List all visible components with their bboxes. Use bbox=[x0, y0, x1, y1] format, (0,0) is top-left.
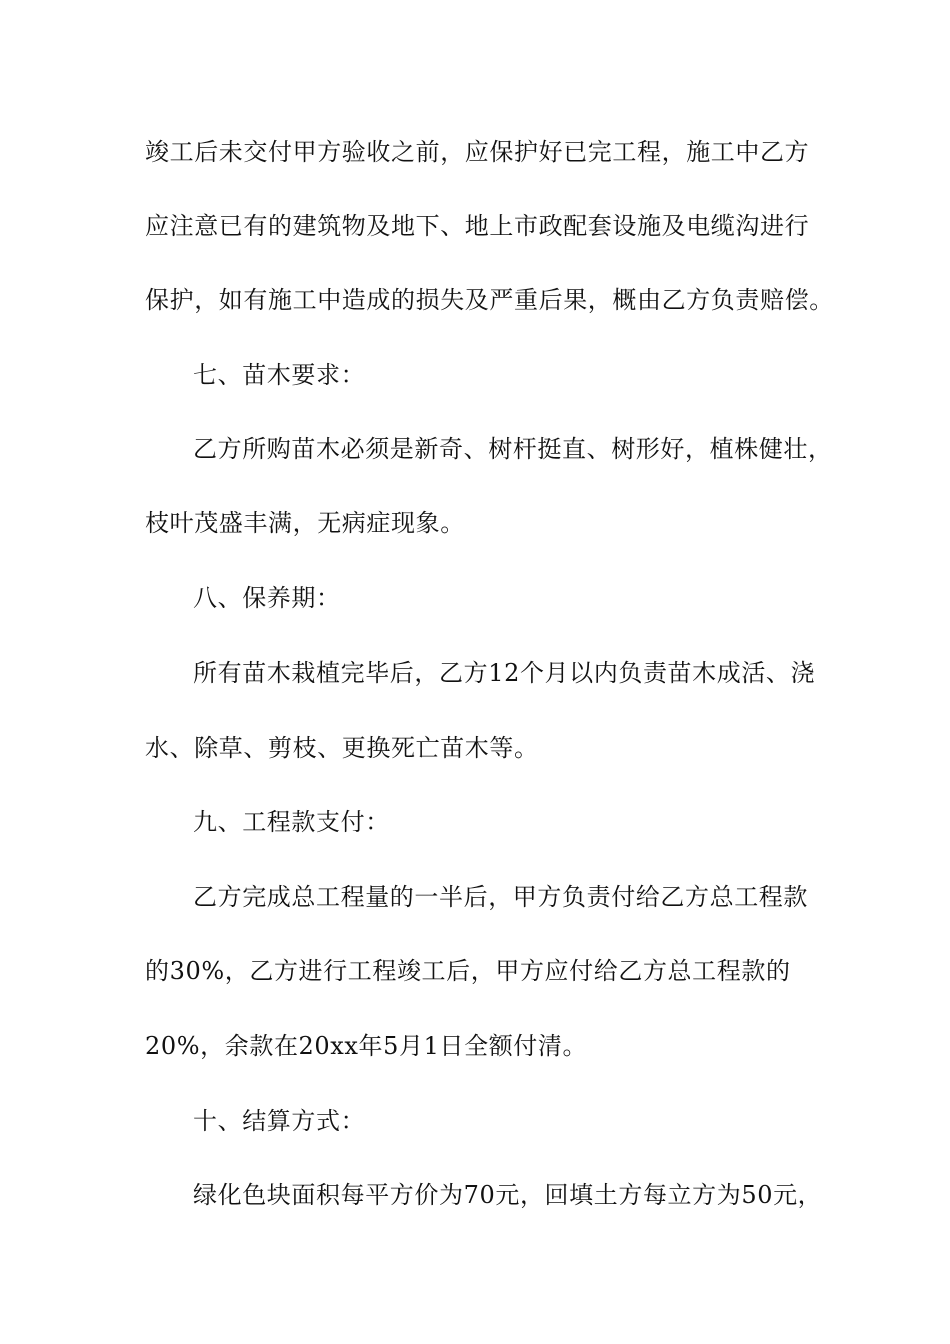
paragraph-line: 的30%，乙方进行工程竣工后，甲方应付给乙方总工程款的 bbox=[145, 957, 791, 985]
paragraph-line: 乙方所购苗木必须是新奇、树杆挺直、树形好，植株健壮， bbox=[193, 435, 833, 463]
section-heading-maintenance-period: 八、保养期： bbox=[193, 584, 341, 612]
section-heading-seedling-requirements: 七、苗木要求： bbox=[193, 361, 366, 389]
paragraph-line: 竣工后未交付甲方验收之前，应保护好已完工程，施工中乙方 bbox=[145, 138, 810, 166]
paragraph-line: 绿化色块面积每平方价为70元，回填土方每立方为50元， bbox=[193, 1181, 823, 1209]
paragraph-line: 20%，余款在20xx年5月1日全额付清。 bbox=[145, 1032, 588, 1060]
paragraph-line: 所有苗木栽植完毕后，乙方12个月以内负责苗木成活、浇 bbox=[193, 659, 816, 687]
paragraph-line: 水、除草、剪枝、更换死亡苗木等。 bbox=[145, 734, 539, 762]
paragraph-line: 应注意已有的建筑物及地下、地上市政配套设施及电缆沟进行 bbox=[145, 212, 810, 240]
paragraph-line: 保护，如有施工中造成的损失及严重后果，概由乙方负责赔偿。 bbox=[145, 286, 834, 314]
paragraph-line: 枝叶茂盛丰满，无病症现象。 bbox=[145, 509, 465, 537]
paragraph-line: 乙方完成总工程量的一半后，甲方负责付给乙方总工程款 bbox=[193, 883, 808, 911]
section-heading-settlement-method: 十、结算方式： bbox=[193, 1107, 366, 1135]
section-heading-payment: 九、工程款支付： bbox=[193, 808, 390, 836]
